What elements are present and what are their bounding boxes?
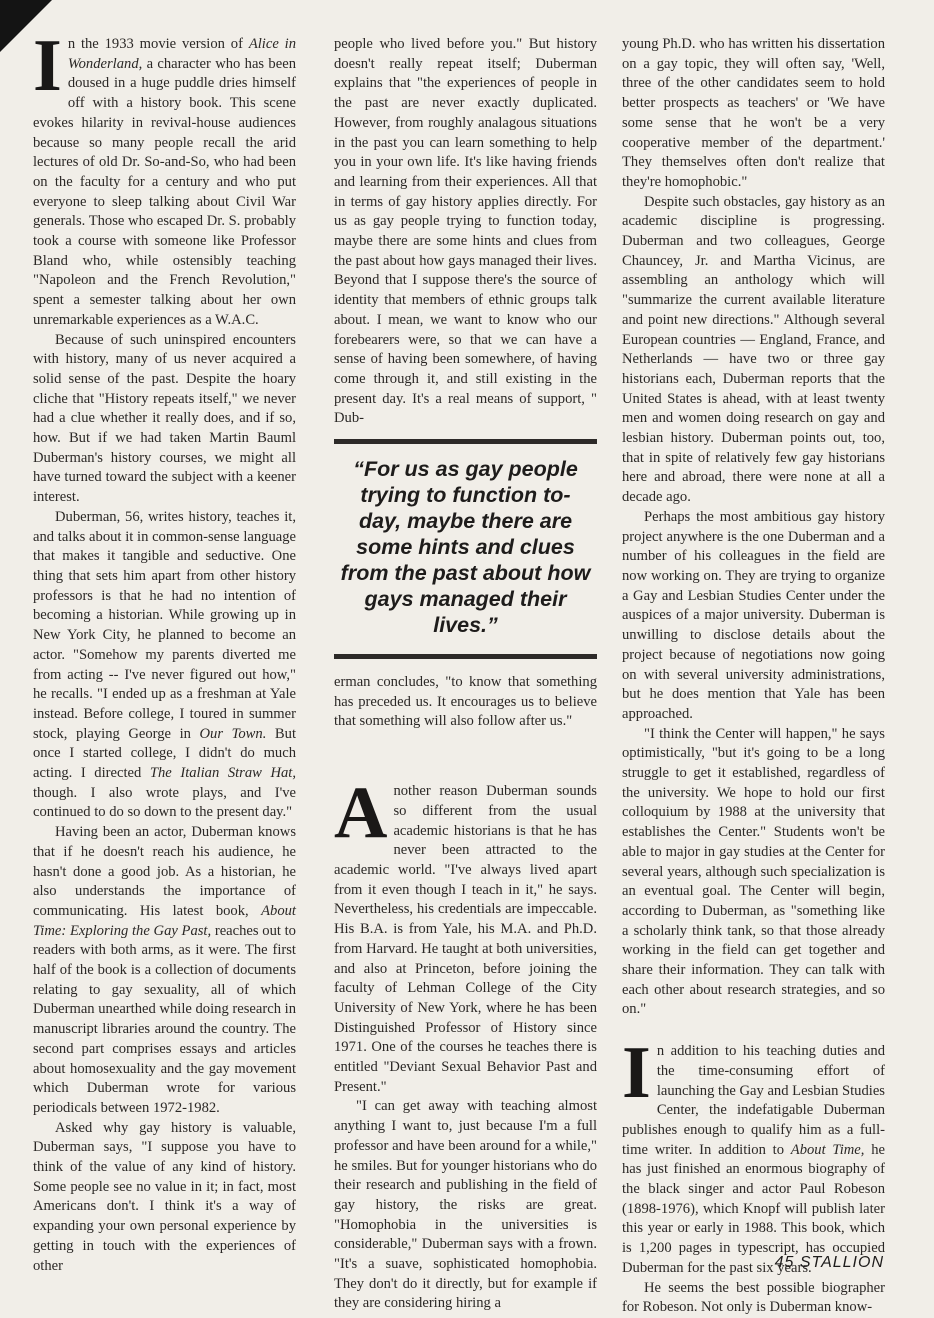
text: he has just finished an enormous biography of the black singer and actor Paul Robeson (1898-1976), which Knopf will publish later this year or early in 1988. This book, which is 1,200 pages in typescript, has occupied Duberman for the past six years. — [622, 1141, 885, 1276]
text: n addition to his teaching duties and the time-consuming effort of launching the Gay and Lesbian Studies Center, the indefatigable Duberman publishes enough to qualify him as a full-time writer. In addition to — [622, 1043, 885, 1158]
pull-quote: “For us as gay people trying to function to-day, maybe there are some hints and clues from the past about how gays managed their lives.” — [334, 439, 597, 659]
paragraph: "I think the Center will happen," he says optimistically, "but it's going to be a long struggle to get it established, regardless of the university. We hope to hold our first colloquium by 1988 at the university that establishes the Center." Students won't be able to major in gay studies at the Center for several years, although such specialization is an eventual goal. The Center will begin, according to Duberman, as "something like a scholarly think tank, so that those already working in the field can get together and share their information. They can talk with each other about research strategies, and so on." — [622, 725, 885, 1018]
drop-cap: I — [622, 1032, 651, 1115]
paragraph: Perhaps the most ambitious gay history project anywhere is the one Duberman and a number of his colleagues in the field are now working on. They are trying to organize a Gay and Lesbian Studies Center under the auspices of a major university. Duberman is unwilling to disclose details about the project because of negotiations now going on with several university administrations, but he does mention that Yale has been approached. — [622, 508, 885, 722]
column-3 — [622, 35, 885, 1318]
text: nother reason Duberman sounds so different from the usual academic historians is that he has never been attracted to the academic world. "I've always lived apart from it even though I teach in it," he says. Nevertheless, his credentials are impeccable. His B.A. is from Yale, his M.A. and Ph.D. from Harvard. He taught at both universities, and also at Princeton, before joining the faculty of Lehman College of the City University of New York, where he has been Distinguished Professor of History since 1971. One of the courses he teaches there is entitled "Deviant Sexual Behavior Past and Present." — [334, 783, 597, 1095]
book-title: About Time, — [790, 1141, 865, 1158]
text: Duberman, 56, writes history, teaches it, and talks about it in common-sense language that makes it tangible and seductive. One thing that sets him apart from other history professors is that he had no intention of becoming a historian. While growing up in New York City, he planned to become an actor. "Somehow my parents diverted me from acting -- I've never figured out how," he recalls. "I ended up as a freshman at Yale instead. Before college, I toured in summer stock, playing George in — [33, 508, 296, 742]
paragraph: Despite such obstacles, gay history as an academic discipline is progressing. Duberman and two colleagues, George Chauncey, Jr. and Martha Vicinus, are assembling an anthology which will "summarize the current available literature and point new directions." Although several European countries — England, France, and Netherlands — have two or three gay historians each, Duberman reports that the United States is ahead, with at least twenty men and women doing research on gay and lesbian history. Duberman points out, too, that in spite of relatively few gay historians here and abroad, there were none at all a decade ago. — [622, 193, 885, 506]
paragraph: Because of such uninspired encounters with history, many of us never acquired a solid sense of the past. Despite the hoary cliche that "History repeats itself," we never had a clue whether it really does, and if so, how. But if we had taken Martin Bauml Duberman's history courses, we might all have turned toward the subject with a keener interest. — [33, 331, 296, 506]
column-1 — [33, 25, 297, 1276]
paragraph — [33, 25, 296, 331]
paragraph: He seems the best possible biographer for Robeson. Not only is Duberman know- — [622, 1279, 885, 1316]
section-gap — [622, 1020, 885, 1042]
paragraph — [33, 823, 296, 1119]
paragraph: people who lived before you." But history doesn't really repeat itself; Duberman explains that "the experiences of people in the past are never exactly duplicated. However, from roughly analagous situations in the past you can learn something to help you in your own life. It's like having friends and learning from their experiences. All that in terms of gay history applies directly. For us as gay people trying to function today, maybe there are some hints and clues from the past about how gays managed their lives. Beyond that I suppose there's the source of identity that members of ethnic groups talk about. I mean, we want to know who our forebearers were, so that we can have a sense of having been somewhere, of having come through it, and still existing in the present day. It's a real means of support, " Dub- — [334, 36, 597, 427]
book-title: About Time: Exploring the Gay Past, — [33, 902, 296, 939]
text: reaches out to readers with both arms, as it were. The first half of the book is a collection of documents relating to gay sexuality, all of which Duberman unearthed while doing research in manuscript libraries around the country. The second part comprises essays and articles about homosexuality and the gay movement which Duberman wrote for various periodicals between 1972-1982. — [33, 922, 296, 1116]
paragraph — [622, 1032, 885, 1278]
text: though. I also wrote plays, and I've continued to do so down to the present day." — [33, 784, 296, 821]
paragraph: Asked why gay history is valuable, Duberman says, "I suppose you have to think of the value of any kind of history. Some people see no value in it; in fact, most Americans don't. I think it's a way of expanding your own personal experience by getting in touch with the experiences of other — [33, 1119, 296, 1274]
drop-cap: A — [334, 772, 388, 855]
text: n the 1933 movie version of — [67, 36, 249, 52]
play-title: The Italian Straw Hat, — [149, 765, 296, 782]
paragraph: "I can get away with teaching almost anything I want to, just because I'm a full professor and have been around for a while," he smiles. But for younger historians who do their research and publishing in the field of gay history, the risks are great. "Homophobia in the universities is considerable," Duberman says with a frown. "It's a suave, sophisticated homophobia. They don't do it directly, but for example if they are considering hiring a — [334, 1098, 597, 1312]
page-folio: 45 STALLION — [774, 1254, 884, 1271]
play-title: Our Town. — [199, 725, 267, 742]
text: Having been an actor, Duberman knows that if he doesn't reach his audience, he hasn't done a good job. As a historian, he also understands the importance of communicating. His latest book, — [33, 824, 296, 919]
column-2 — [334, 35, 597, 1314]
book-title: Alice in Wonderland, — [67, 36, 296, 72]
paragraph — [33, 508, 296, 823]
paragraph: young Ph.D. who has written his dissertation on a gay topic, they will often say, 'Well, three of the other candidates seem to hold better prospects as teachers' or 'We have some sense that he won't be a very cooperative member of the department.' They themselves often don't realize that they're homophobic." — [622, 36, 885, 190]
drop-cap: I — [33, 25, 62, 107]
text: But once I started college, I didn't do much acting. I directed — [33, 725, 297, 782]
paragraph — [334, 772, 597, 1097]
text: a character who has been doused in a huge puddle dries himself off with a history book. This scene evokes hilarity in revival-house audiences because so many people recall the arid lectures of old Dr. So-and-So, who had been on the faculty for a century and who put everyone to sleep talking about Civil War generals. Those who escaped Dr. S. probably took a course with someone like Professor Bland who, while ostensibly teaching "Napoleon and the French Revolution," spent a semester talking about her own unremarkable experiences as a W.A.C. — [33, 55, 296, 328]
paragraph: erman concludes, "to know that something has preceded us. It encourages us to believe that something will also follow after us." — [334, 674, 597, 730]
